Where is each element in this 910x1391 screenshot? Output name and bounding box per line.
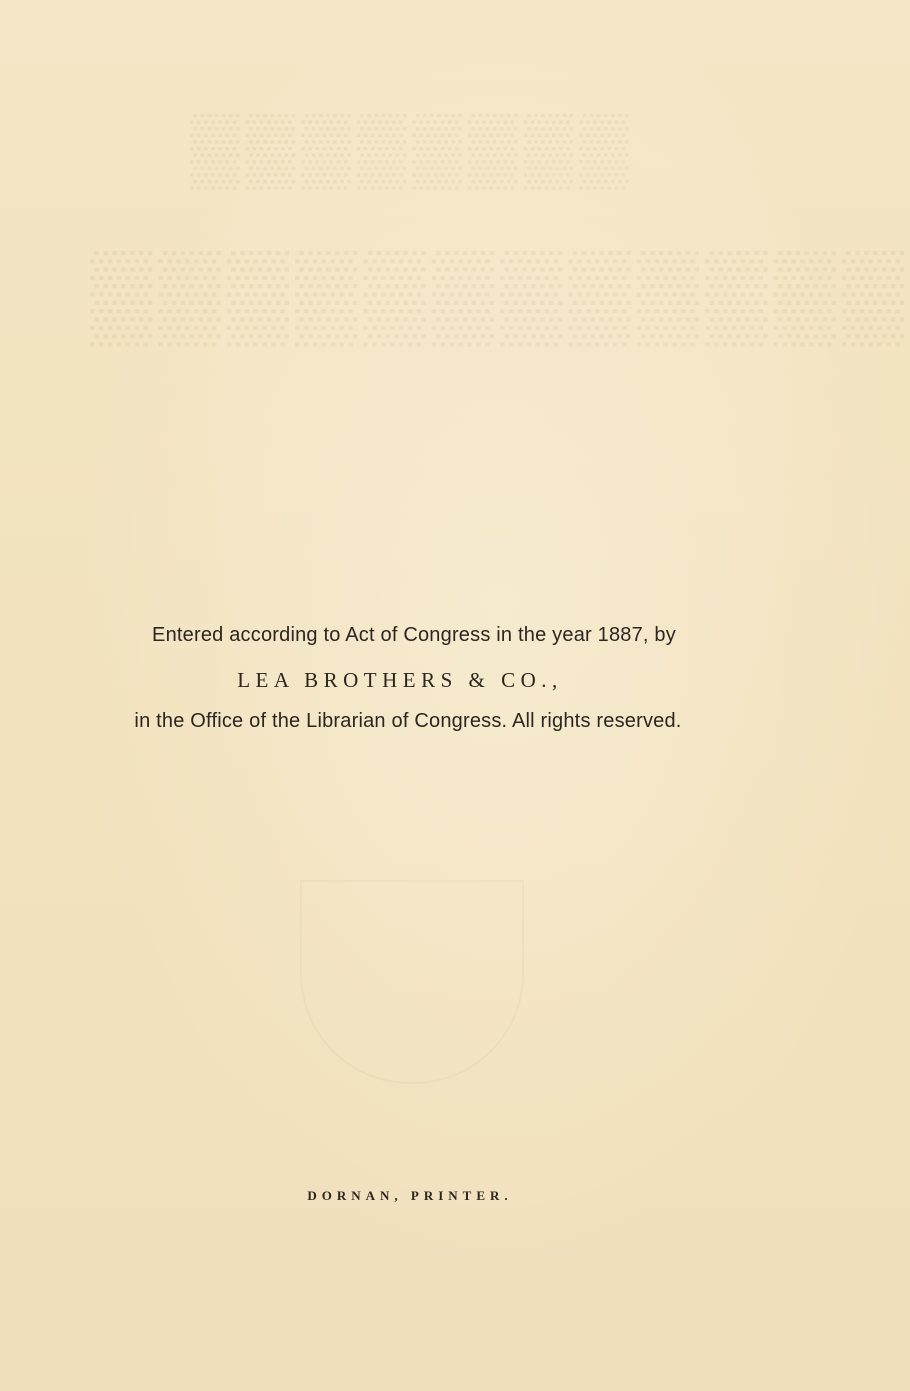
copyright-entry-line: Entered according to Act of Congress in the year 1887, by — [152, 624, 676, 646]
copyright-office-line: in the Office of the Librarian of Congress. All rights reserved. — [134, 710, 682, 732]
show-through-crest — [300, 880, 524, 1084]
printer-imprint: DORNAN, PRINTER. — [307, 1188, 513, 1203]
show-through-texture: ▒▒▒▒▒▒▒▒▒▒▒▒ — [90, 247, 910, 344]
show-through-texture: ▒▒▒▒▒▒▒▒ — [190, 111, 635, 188]
publisher-name: LEA BROTHERS & CO., — [237, 668, 563, 692]
